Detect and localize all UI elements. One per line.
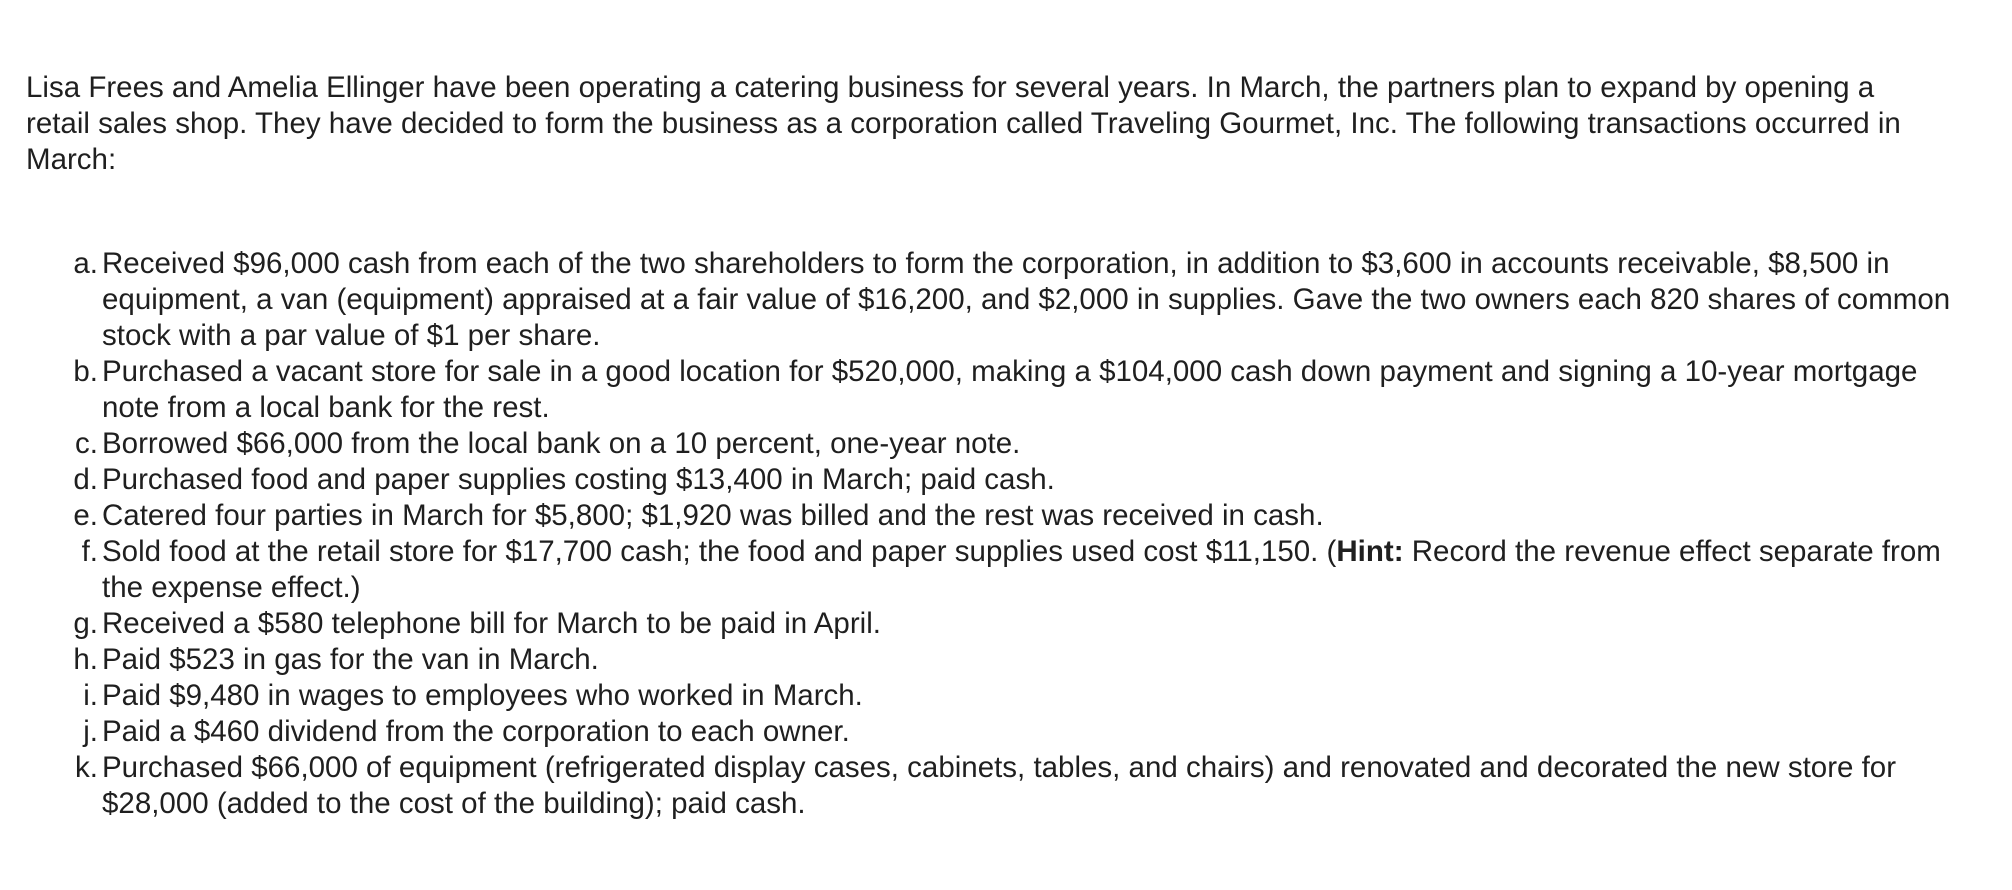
transaction-item-h [0, 642, 1960, 678]
item-text: Purchased food and paper supplies costing $13,400 in March; paid cash. [102, 463, 1055, 496]
hint-label: Hint: [1336, 535, 1404, 568]
item-marker: e. [73, 499, 98, 532]
transaction-list [0, 246, 1960, 822]
transaction-item-i [0, 678, 1960, 714]
transaction-item-j [0, 714, 1960, 750]
item-marker: h. [73, 643, 98, 676]
item-text-after-hint: Record the revenue effect separate from the expense effect.) [102, 535, 1941, 604]
item-text: Purchased $66,000 of equipment (refrigerated display cases, cabinets, tables, and chairs) and renovated and decorated the new store for $28,000 (added to the cost of the building); paid cash. [102, 751, 1897, 820]
item-marker: k. [75, 751, 98, 784]
item-text-before-hint: Sold food at the retail store for $17,700 cash; the food and paper supplies used cost $11,150. ( [102, 535, 1337, 568]
transaction-item-e [0, 498, 1960, 534]
item-marker: a. [73, 247, 98, 280]
transaction-item-b [0, 354, 1960, 426]
item-marker: d. [73, 463, 98, 496]
item-text: Purchased a vacant store for sale in a good location for $520,000, making a $104,000 cash down payment and signing a 10-year mortgage note from a local bank for the rest. [102, 355, 1918, 424]
item-marker: g. [73, 607, 98, 640]
item-marker: j. [83, 715, 98, 748]
item-text: Borrowed $66,000 from the local bank on a 10 percent, one-year note. [102, 427, 1021, 460]
item-marker: b. [73, 355, 98, 388]
item-text: Received $96,000 cash from each of the two shareholders to form the corporation, in addition to $3,600 in accounts receivable, $8,500 in equipment, a van (equipment) appraised at a fair value of $16,200, and $2,000 in supplies. Gave the two owners each 820 shares of common stock with a par value of $1 per share. [102, 247, 1951, 352]
transaction-item-a [0, 246, 1960, 354]
item-marker: f. [81, 535, 98, 568]
transaction-item-f [0, 534, 1960, 606]
transaction-item-d [0, 462, 1960, 498]
transaction-item-k [0, 750, 1960, 822]
item-marker: c. [75, 427, 98, 460]
item-marker: i. [83, 679, 98, 712]
item-text: Catered four parties in March for $5,800; $1,920 was billed and the rest was received in cash. [102, 499, 1324, 532]
item-text: Received a $580 telephone bill for March to be paid in April. [102, 607, 881, 640]
transaction-item-c [0, 426, 1960, 462]
transaction-item-g [0, 606, 1960, 642]
item-text: Paid $523 in gas for the van in March. [102, 643, 599, 676]
item-text: Paid $9,480 in wages to employees who worked in March. [102, 679, 863, 712]
item-text [102, 534, 1960, 606]
item-text: Paid a $460 dividend from the corporation to each owner. [102, 715, 850, 748]
intro-paragraph: Lisa Frees and Amelia Ellinger have been operating a catering business for several years. In March, the partners plan to expand by opening a retail sales shop. They have decided to form the business as a corporation called Traveling Gourmet, Inc. The following transactions occurred in March: [26, 71, 1901, 176]
